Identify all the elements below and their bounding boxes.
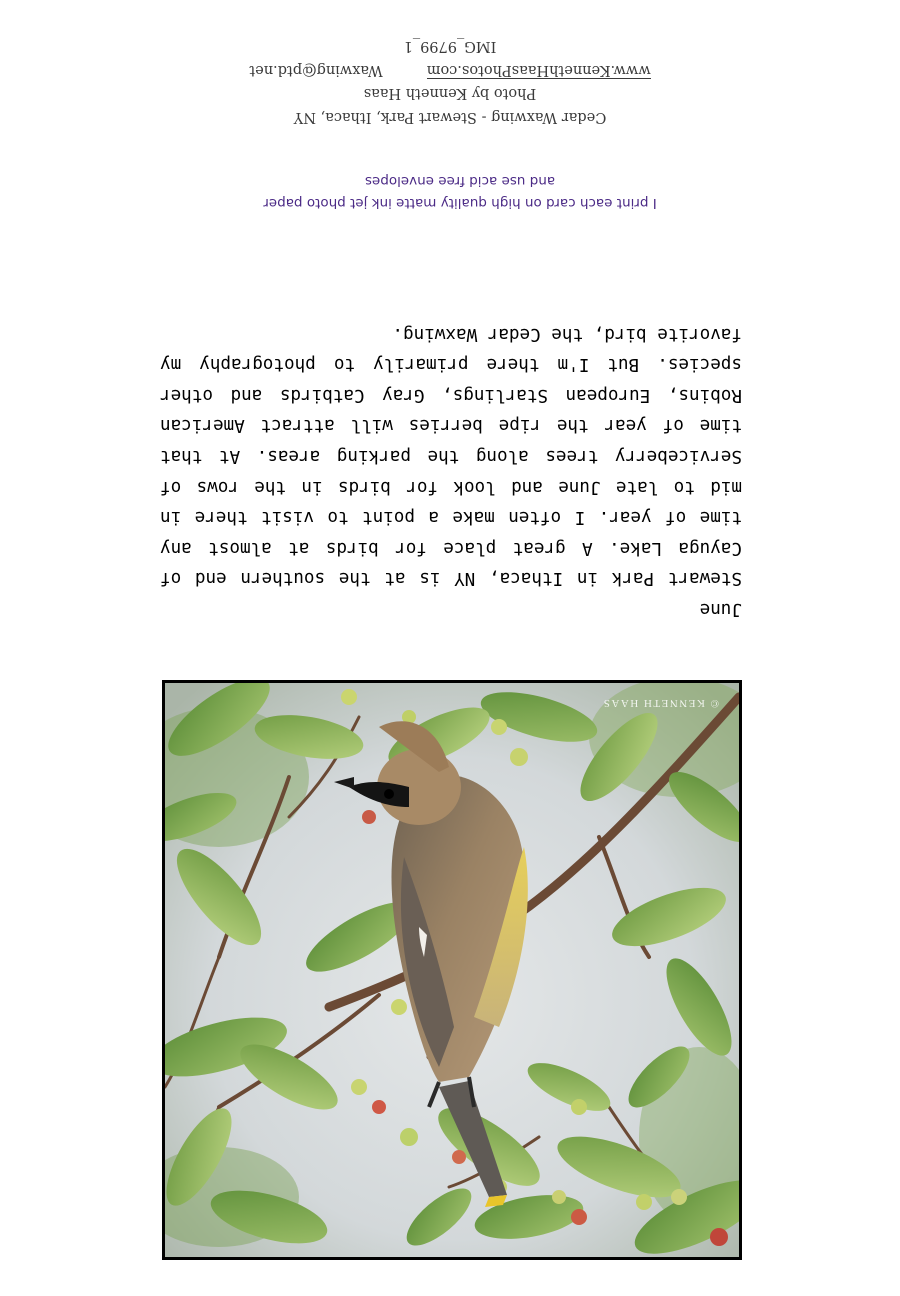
credit-byline: Photo by Kenneth Haas [363, 85, 537, 102]
print-note [180, 170, 740, 214]
story-text [160, 318, 742, 624]
print-note-line-1: I print each card on high quality matte ink jet photo paper [263, 195, 657, 211]
credit-title: Cedar Waxwing - Stewart Park, Ithaca, NY [293, 109, 607, 125]
credit-contact-row [150, 58, 750, 82]
credit-email: Waxwing@ptd.net [249, 62, 383, 78]
credit-website: www.KennethHaasPhotos.com [426, 62, 651, 78]
photo-illustration [165, 683, 739, 1257]
cedar-waxwing-photo [162, 680, 742, 1260]
print-note-line-2: and use acid free envelopes [364, 173, 556, 189]
credit-image-id: IMG_9799_1 [403, 38, 497, 55]
photo-watermark: © KENNETH HAAS [602, 697, 719, 709]
story-month: June [699, 599, 742, 619]
story-paragraph: Stewart Park in Ithaca, NY is at the southern end of Cayuga Lake. A great place for birds at almost any time of year. I often make a point to visit there in mid to late June and look for birds in the rows of Serviceberry trees along the parking areas. At that time of year the ripe berries will attract American Robins, European Starlings, Gray Catbirds and other species. But I'm there primarily to photography my favorite bird, the Cedar Waxwing. [160, 323, 742, 589]
photo-credits [150, 34, 750, 128]
